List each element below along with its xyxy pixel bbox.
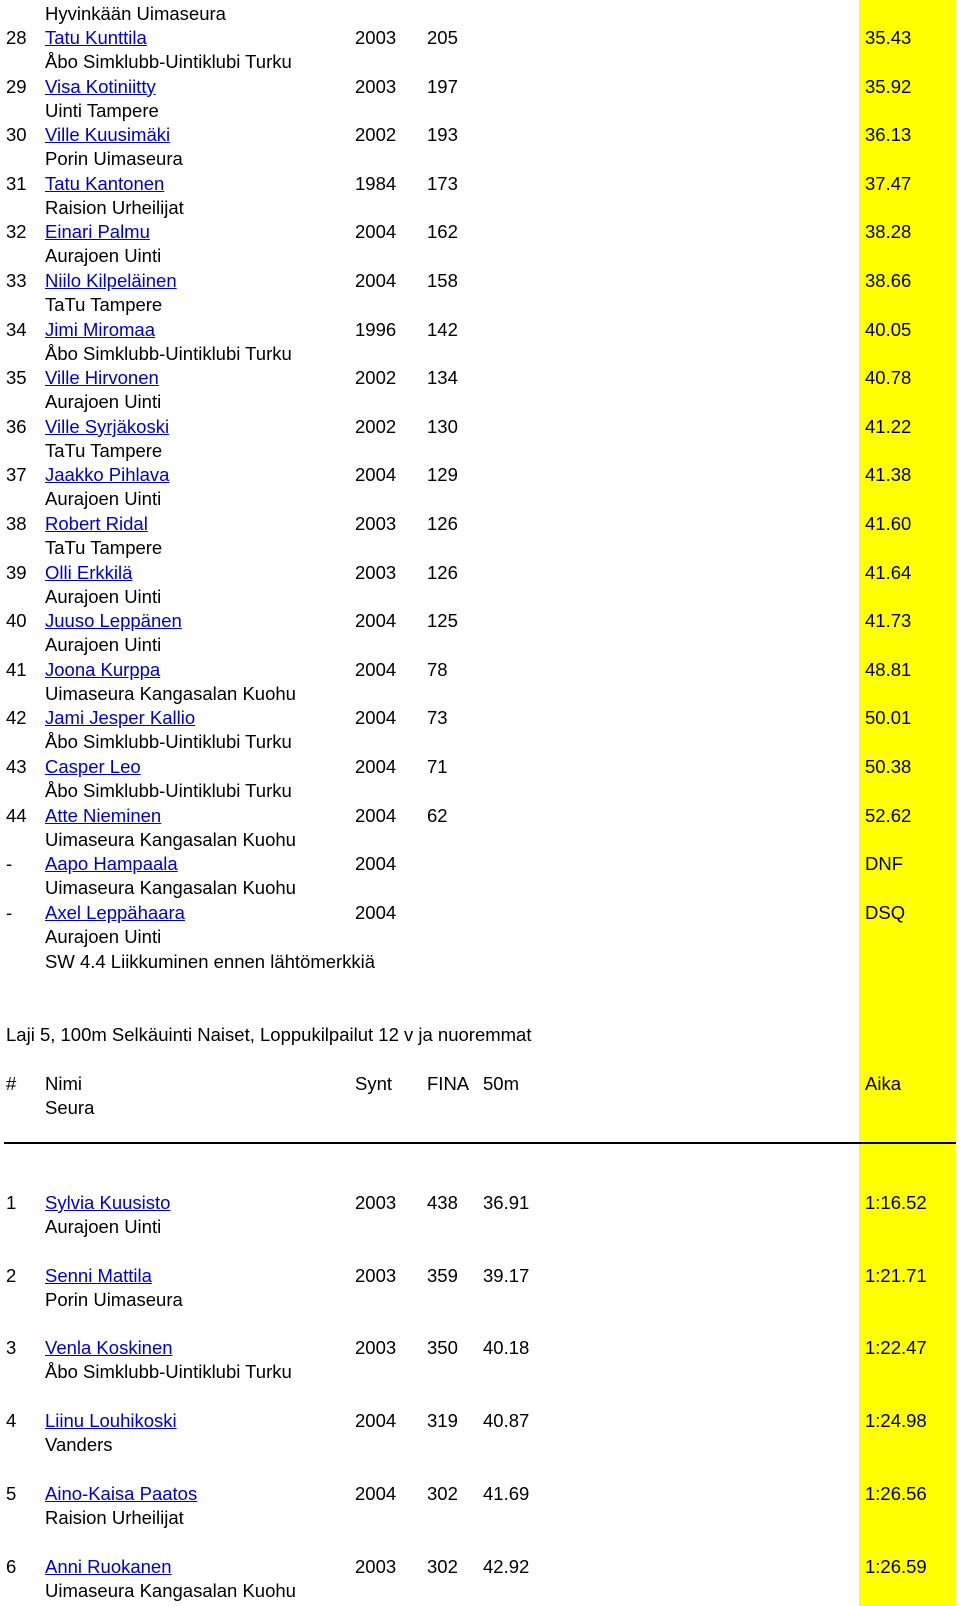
rank: 2 — [6, 1264, 17, 1286]
result-time: 1:26.59 — [865, 1555, 927, 1577]
swimmer-name-link[interactable]: Aapo Hampaala — [45, 853, 178, 875]
dsq-note: SW 4.4 Liikkuminen ennen lähtömerkkiä — [45, 951, 376, 972]
swimmer-name-link[interactable]: Sylvia Kuusisto — [45, 1192, 171, 1213]
club-name: Åbo Simklubb-Uintiklubi Turku — [45, 780, 292, 801]
birth-year: 2004 — [355, 658, 397, 680]
fina-points: 73 — [427, 707, 448, 729]
birth-year: 2004 — [355, 901, 397, 923]
split-time: 40.87 — [483, 1410, 530, 1432]
result-time: 41.64 — [865, 561, 912, 583]
result-time: 1:24.98 — [865, 1410, 927, 1432]
result-time: DNF — [865, 853, 904, 875]
club-name: Aurajoen Uinti — [45, 634, 162, 656]
result-time: DSQ — [865, 901, 906, 923]
swimmer-name-link[interactable]: Einari Palmu — [45, 221, 150, 243]
rank: 41 — [6, 658, 27, 680]
swimmer-name-link[interactable]: Tatu Kantonen — [45, 172, 165, 194]
club-name: Aurajoen Uinti — [45, 488, 162, 510]
birth-year: 2003 — [355, 1192, 397, 1213]
swimmer-name-link[interactable]: Jami Jesper Kallio — [45, 707, 196, 729]
rank: 40 — [6, 610, 27, 632]
swimmer-name-link[interactable]: Jaakko Pihlava — [45, 464, 170, 486]
birth-year: 2003 — [355, 1555, 397, 1577]
fina-points: 129 — [427, 464, 458, 486]
rank: 42 — [6, 707, 27, 729]
rank: 6 — [6, 1555, 17, 1577]
fina-points: 319 — [427, 1410, 458, 1432]
fina-points: 126 — [427, 561, 458, 583]
split-time: 40.18 — [483, 1337, 530, 1359]
club-name: Uimaseura Kangasalan Kuohu — [45, 1579, 296, 1601]
result-time: 41.22 — [865, 415, 912, 437]
result-time: 36.13 — [865, 124, 912, 146]
fina-points: 350 — [427, 1337, 458, 1359]
club-name: Porin Uimaseura — [45, 1288, 183, 1310]
birth-year: 2004 — [355, 1482, 397, 1504]
fina-points: 71 — [427, 756, 448, 777]
birth-year: 1996 — [355, 318, 397, 340]
fina-points: 125 — [427, 610, 458, 632]
swimmer-name-link[interactable]: Anni Ruokanen — [45, 1555, 172, 1577]
swimmer-name-link[interactable]: Robert Ridal — [45, 513, 148, 534]
result-time: 1:26.56 — [865, 1482, 927, 1504]
birth-year: 2004 — [355, 270, 397, 291]
birth-year: 2002 — [355, 367, 397, 389]
header-rank: # — [6, 1073, 17, 1094]
birth-year: 2004 — [355, 707, 397, 729]
club-name: Vanders — [45, 1434, 113, 1456]
fina-points: 173 — [427, 172, 458, 194]
fina-points: 134 — [427, 367, 458, 389]
birth-year: 2002 — [355, 124, 397, 146]
result-time: 37.47 — [865, 172, 912, 194]
club-name: TaTu Tampere — [45, 294, 163, 315]
fina-points: 78 — [427, 658, 448, 680]
rank: 30 — [6, 124, 27, 146]
fina-points: 158 — [427, 270, 458, 291]
header-split: 50m — [483, 1073, 519, 1094]
rank: 44 — [6, 804, 27, 826]
swimmer-name-link[interactable]: Visa Kotiniitty — [45, 75, 156, 97]
header-year: Synt — [355, 1073, 393, 1094]
club-name: Åbo Simklubb-Uintiklubi Turku — [45, 51, 292, 72]
club-name: Uimaseura Kangasalan Kuohu — [45, 828, 296, 850]
rank: 32 — [6, 221, 27, 243]
birth-year: 2003 — [355, 561, 397, 583]
swimmer-name-link[interactable]: Tatu Kunttila — [45, 27, 147, 48]
rank: 33 — [6, 270, 27, 291]
rank: 28 — [6, 27, 27, 48]
birth-year: 2004 — [355, 804, 397, 826]
header-club: Seura — [45, 1097, 95, 1118]
top-club: Hyvinkään Uimaseura — [45, 3, 226, 24]
fina-points: 197 — [427, 75, 458, 97]
result-time: 1:16.52 — [865, 1192, 927, 1213]
birth-year: 2003 — [355, 1264, 397, 1286]
result-time: 48.81 — [865, 658, 912, 680]
result-time: 40.78 — [865, 367, 912, 389]
rank: 35 — [6, 367, 27, 389]
rank: 34 — [6, 318, 27, 340]
rank: - — [6, 853, 13, 875]
result-time: 38.28 — [865, 221, 912, 243]
event-title: Laji 5, 100m Selkäuinti Naiset, Loppukilpailut 12 v ja nuoremmat — [6, 1024, 532, 1045]
birth-year: 2004 — [355, 221, 397, 243]
swimmer-name-link[interactable]: Atte Nieminen — [45, 804, 162, 826]
rank: 5 — [6, 1482, 17, 1504]
result-time: 50.38 — [865, 756, 912, 777]
rank: 43 — [6, 756, 27, 777]
split-time: 41.69 — [483, 1482, 530, 1504]
fina-points: 130 — [427, 415, 458, 437]
club-name: TaTu Tampere — [45, 537, 163, 558]
swimmer-name-link[interactable]: Axel Leppähaara — [45, 901, 185, 923]
club-name: Aurajoen Uinti — [45, 245, 162, 267]
swimmer-name-link[interactable]: Ville Hirvonen — [45, 367, 159, 389]
header-name: Nimi — [45, 1073, 82, 1094]
fina-points: 302 — [427, 1555, 458, 1577]
result-time: 41.60 — [865, 513, 912, 534]
swimmer-name-link[interactable]: Joona Kurppa — [45, 658, 161, 680]
birth-year: 2003 — [355, 513, 397, 534]
swimmer-name-link[interactable]: Ville Kuusimäki — [45, 124, 171, 146]
result-time: 41.38 — [865, 464, 912, 486]
swimmer-name-link[interactable]: Juuso Leppänen — [45, 610, 182, 632]
result-time: 38.66 — [865, 270, 912, 291]
split-time: 36.91 — [483, 1192, 530, 1213]
swimmer-name-link[interactable]: Venla Koskinen — [45, 1337, 173, 1359]
birth-year: 2004 — [355, 610, 397, 632]
result-time: 35.43 — [865, 27, 912, 48]
swimmer-name-link[interactable]: Senni Mattila — [45, 1264, 152, 1286]
fina-points: 302 — [427, 1482, 458, 1504]
swimmer-name-link[interactable]: Aino-Kaisa Paatos — [45, 1482, 198, 1504]
birth-year: 2004 — [355, 1410, 397, 1432]
club-name: Raision Urheilijat — [45, 196, 184, 218]
birth-year: 2002 — [355, 415, 397, 437]
club-name: Porin Uimaseura — [45, 148, 183, 170]
club-name: Åbo Simklubb-Uintiklubi Turku — [45, 342, 292, 364]
birth-year: 2004 — [355, 853, 397, 875]
swimmer-name-link[interactable]: Casper Leo — [45, 756, 141, 777]
rank: 36 — [6, 415, 27, 437]
club-name: Uinti Tampere — [45, 99, 159, 121]
rank: 29 — [6, 75, 27, 97]
swimmer-name-link[interactable]: Niilo Kilpeläinen — [45, 270, 177, 291]
header-fina: FINA — [427, 1073, 470, 1094]
club-name: Aurajoen Uinti — [45, 585, 162, 607]
fina-points: 205 — [427, 27, 458, 48]
birth-year: 2003 — [355, 27, 397, 48]
fina-points: 62 — [427, 804, 448, 826]
birth-year: 2004 — [355, 464, 397, 486]
result-time: 52.62 — [865, 804, 912, 826]
rank: 4 — [6, 1410, 17, 1432]
club-name: Åbo Simklubb-Uintiklubi Turku — [45, 731, 292, 753]
swimmer-name-link[interactable]: Olli Erkkilä — [45, 561, 133, 583]
result-time: 1:21.71 — [865, 1264, 927, 1286]
fina-points: 162 — [427, 221, 458, 243]
rank: 37 — [6, 464, 27, 486]
split-time: 42.92 — [483, 1555, 530, 1577]
fina-points: 193 — [427, 124, 458, 146]
birth-year: 2003 — [355, 75, 397, 97]
club-name: Uimaseura Kangasalan Kuohu — [45, 682, 296, 704]
swimmer-name-link[interactable]: Jimi Miromaa — [45, 318, 155, 340]
club-name: Aurajoen Uinti — [45, 391, 162, 413]
header-divider — [4, 1142, 956, 1144]
club-name: Raision Urheilijat — [45, 1506, 184, 1528]
result-time: 1:22.47 — [865, 1337, 927, 1359]
club-name: Åbo Simklubb-Uintiklubi Turku — [45, 1361, 292, 1383]
fina-points: 438 — [427, 1192, 458, 1213]
birth-year: 1984 — [355, 172, 397, 194]
split-time: 39.17 — [483, 1264, 530, 1286]
result-time: 35.92 — [865, 75, 912, 97]
swimmer-name-link[interactable]: Ville Syrjäkoski — [45, 415, 170, 437]
fina-points: 142 — [427, 318, 458, 340]
club-name: Aurajoen Uinti — [45, 925, 162, 947]
club-name: Aurajoen Uinti — [45, 1216, 162, 1237]
rank: - — [6, 901, 13, 923]
rank: 39 — [6, 561, 27, 583]
result-time: 50.01 — [865, 707, 912, 729]
result-time: 41.73 — [865, 610, 912, 632]
swimmer-name-link[interactable]: Liinu Louhikoski — [45, 1410, 177, 1432]
fina-points: 126 — [427, 513, 458, 534]
rank: 3 — [6, 1337, 17, 1359]
fina-points: 359 — [427, 1264, 458, 1286]
club-name: Uimaseura Kangasalan Kuohu — [45, 877, 296, 899]
rank: 38 — [6, 513, 27, 534]
rank: 31 — [6, 172, 27, 194]
birth-year: 2004 — [355, 756, 397, 777]
header-time: Aika — [865, 1073, 901, 1094]
rank: 1 — [6, 1192, 17, 1213]
club-name: TaTu Tampere — [45, 439, 163, 461]
birth-year: 2003 — [355, 1337, 397, 1359]
result-time: 40.05 — [865, 318, 912, 340]
